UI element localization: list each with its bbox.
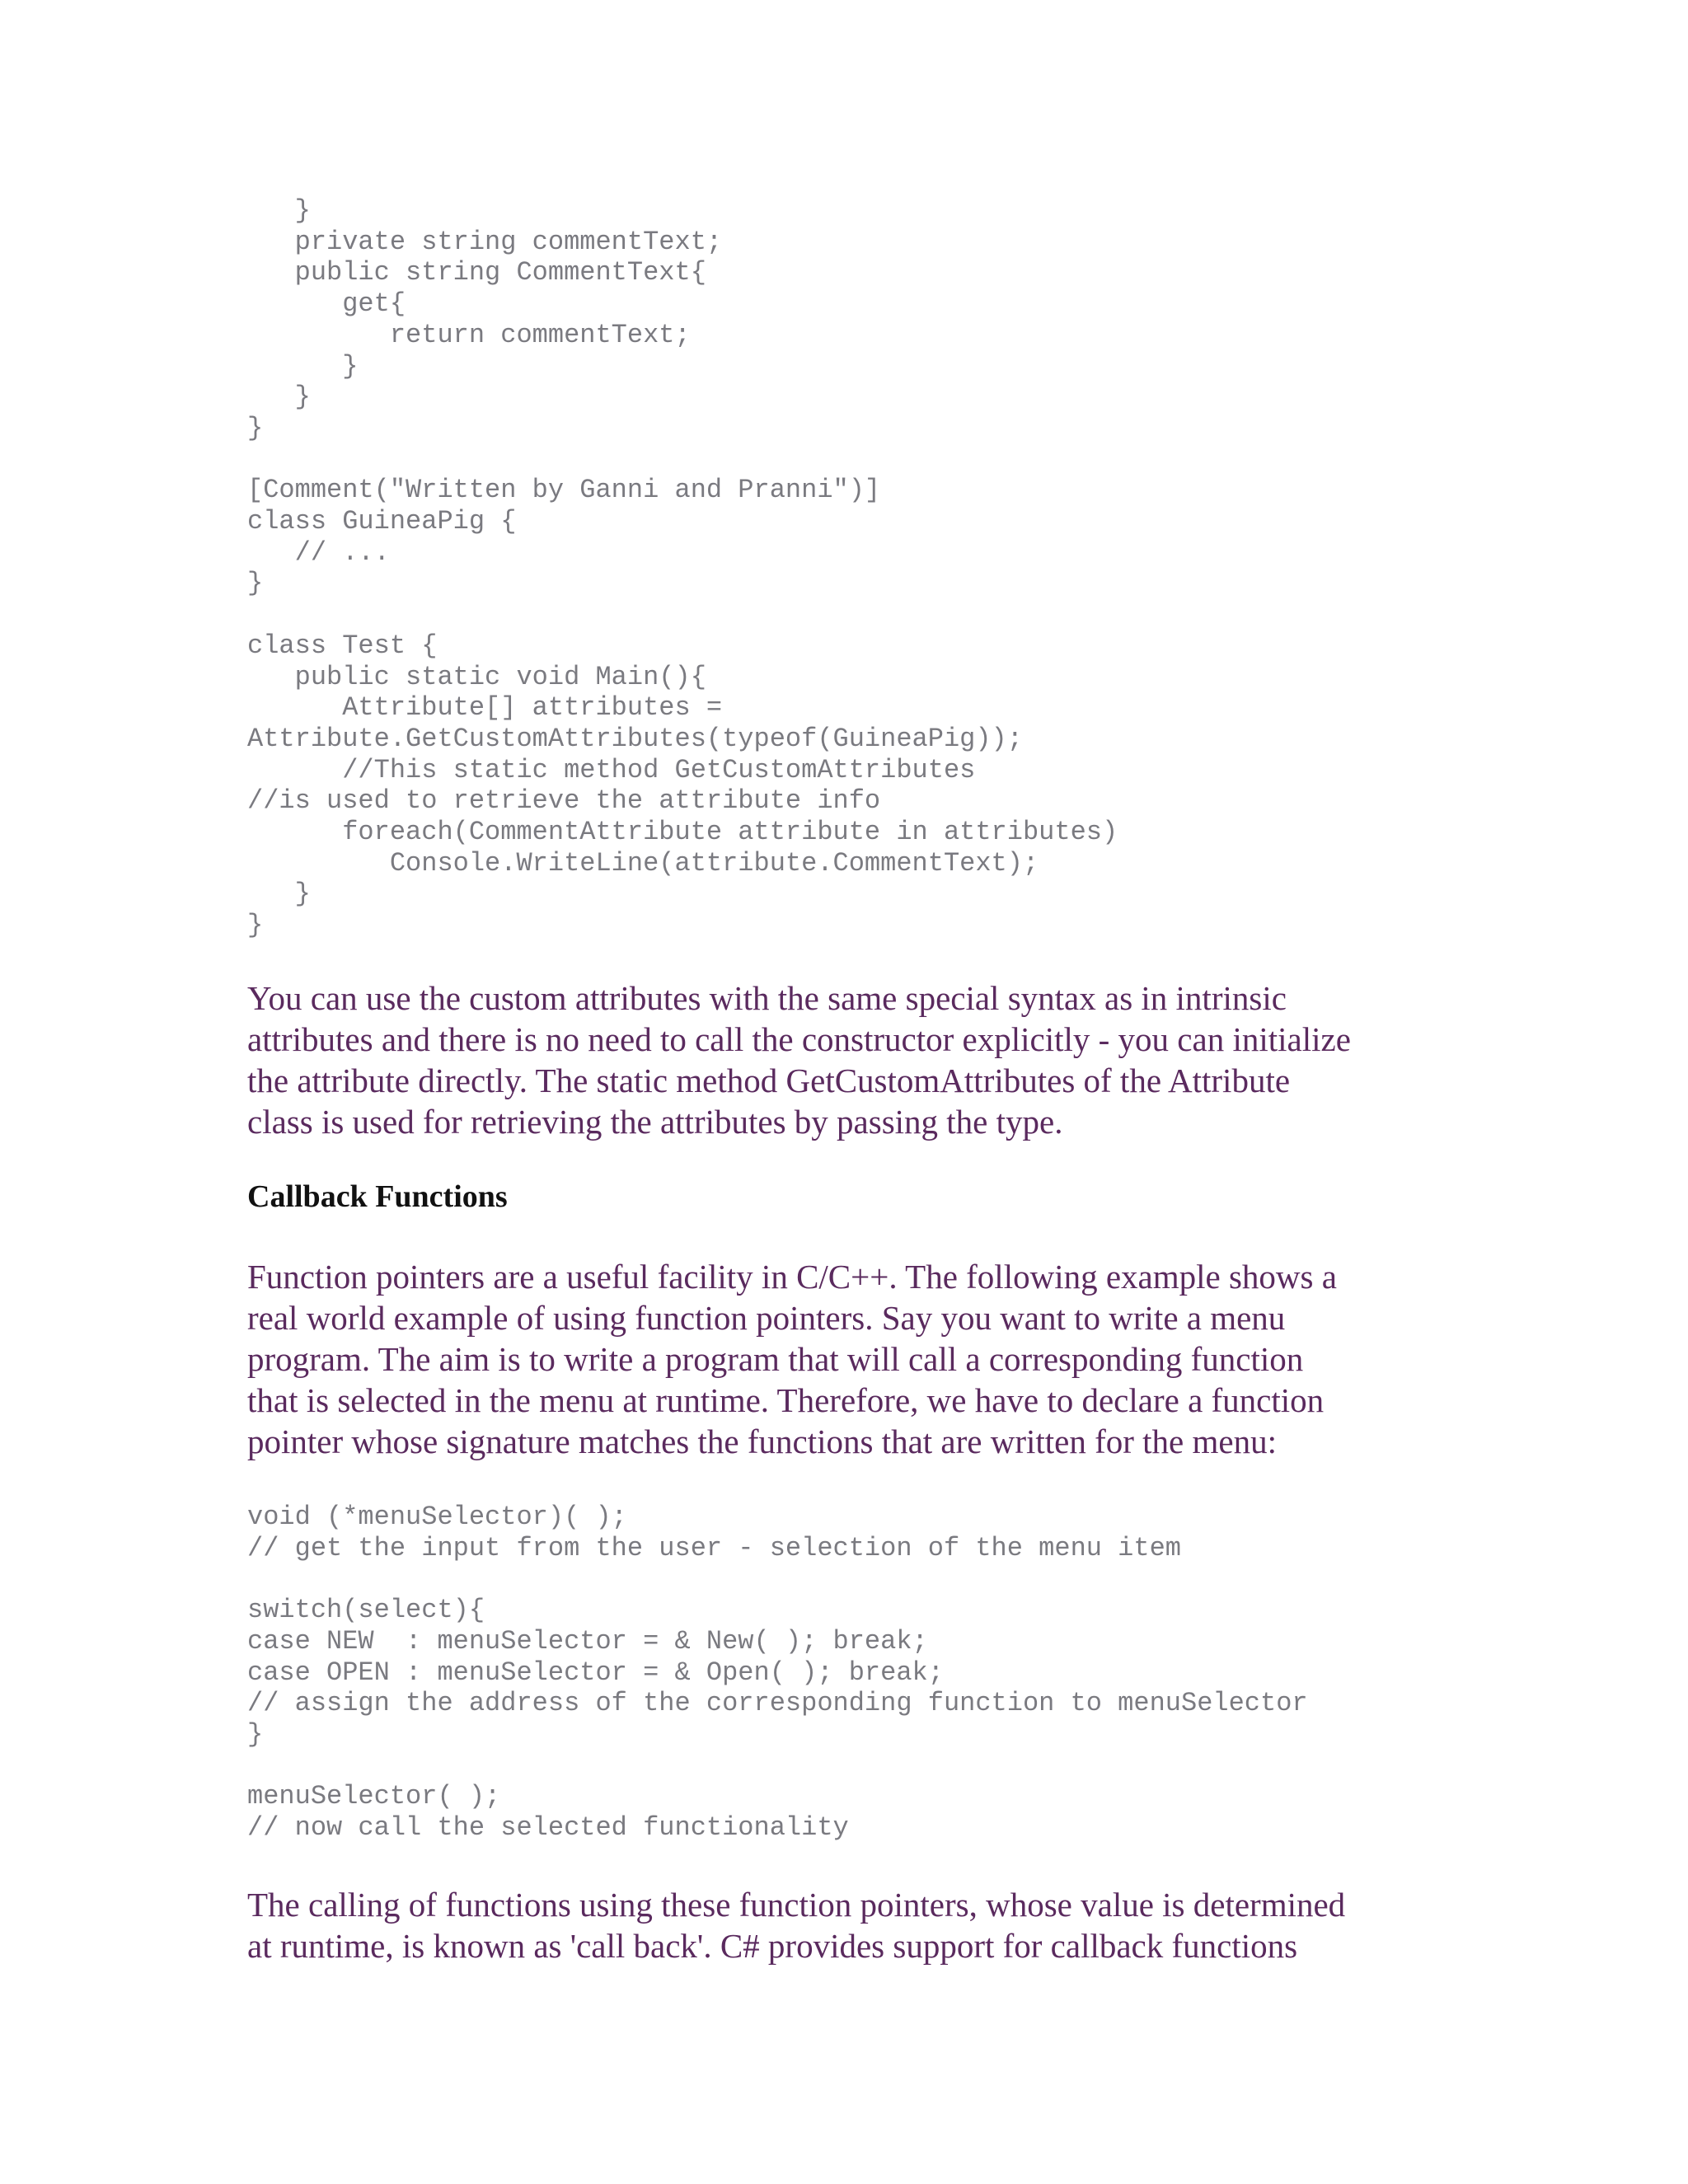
code-line: } — [247, 1718, 264, 1750]
text-line: at runtime, is known as 'call back'. C# provides support for callback functions — [247, 1927, 1298, 1965]
code-line: } — [247, 568, 264, 599]
code-line: // ... — [247, 537, 390, 568]
heading-callback-functions: Callback Functions — [247, 1179, 508, 1214]
text-line: You can use the custom attributes with the same special syntax as in intrinsic — [247, 979, 1287, 1017]
code-line: private string commentText; — [247, 226, 723, 257]
code-block-attributes — [247, 195, 1118, 941]
code-line: Console.WriteLine(attribute.CommentText); — [247, 847, 1039, 879]
code-line: } — [247, 879, 311, 910]
text-line: pointer whose signature matches the functions that are written for the menu: — [247, 1422, 1277, 1460]
code-line: } — [247, 350, 359, 382]
code-line: public static void Main(){ — [247, 661, 706, 692]
paragraph-call-back — [247, 1884, 1434, 1966]
text-line: attributes and there is no need to call the constructor explicitly - you can initialize — [247, 1020, 1351, 1058]
code-line: //This static method GetCustomAttributes — [247, 754, 976, 785]
code-line: } — [247, 382, 311, 413]
code-line: get{ — [247, 288, 406, 320]
text-line: program. The aim is to write a program that will call a corresponding function — [247, 1340, 1304, 1378]
code-line: //is used to retrieve the attribute info — [247, 785, 881, 817]
code-line: } — [247, 910, 264, 941]
code-line: void (*menuSelector)( ); — [247, 1502, 627, 1532]
code-line: } — [247, 195, 311, 226]
code-line: case NEW : menuSelector = & New( ); break; — [247, 1625, 928, 1657]
code-line: // assign the address of the corresponding function to menuSelector — [247, 1688, 1308, 1719]
code-line: // now call the selected functionality — [247, 1812, 849, 1844]
text-line: the attribute directly. The static method GetCustomAttributes of the Attribute — [247, 1062, 1291, 1099]
code-line: // get the input from the user - selection of the menu item — [247, 1532, 1181, 1563]
code-line: case OPEN : menuSelector = & Open( ); break; — [247, 1657, 944, 1688]
code-line: public string CommentText{ — [247, 257, 706, 288]
code-line: Attribute.GetCustomAttributes(typeof(GuineaPig)); — [247, 723, 1023, 754]
paragraph-function-pointers — [247, 1256, 1434, 1462]
code-line: } — [247, 412, 264, 443]
code-line: menuSelector( ); — [247, 1781, 501, 1812]
text-line: real world example of using function pointers. Say you want to write a menu — [247, 1299, 1286, 1337]
text-line: The calling of functions using these function pointers, whose value is determined — [247, 1886, 1346, 1924]
code-line: return commentText; — [247, 319, 691, 350]
code-line: Attribute[] attributes = — [247, 692, 723, 724]
text-line: that is selected in the menu at runtime. Therefore, we have to declare a function — [247, 1381, 1325, 1419]
code-line: class Test { — [247, 630, 438, 661]
code-line: [Comment("Written by Ganni and Pranni")] — [247, 475, 881, 506]
code-line: foreach(CommentAttribute attribute in attributes) — [247, 817, 1118, 848]
code-block-menu-selector — [247, 1502, 1308, 1844]
paragraph-custom-attributes — [247, 977, 1434, 1142]
text-line: Function pointers are a useful facility in C/C++. The following example shows a — [247, 1258, 1337, 1296]
code-line: switch(select){ — [247, 1595, 485, 1626]
code-line: class GuineaPig { — [247, 506, 517, 537]
text-line: class is used for retrieving the attributes by passing the type. — [247, 1103, 1063, 1141]
